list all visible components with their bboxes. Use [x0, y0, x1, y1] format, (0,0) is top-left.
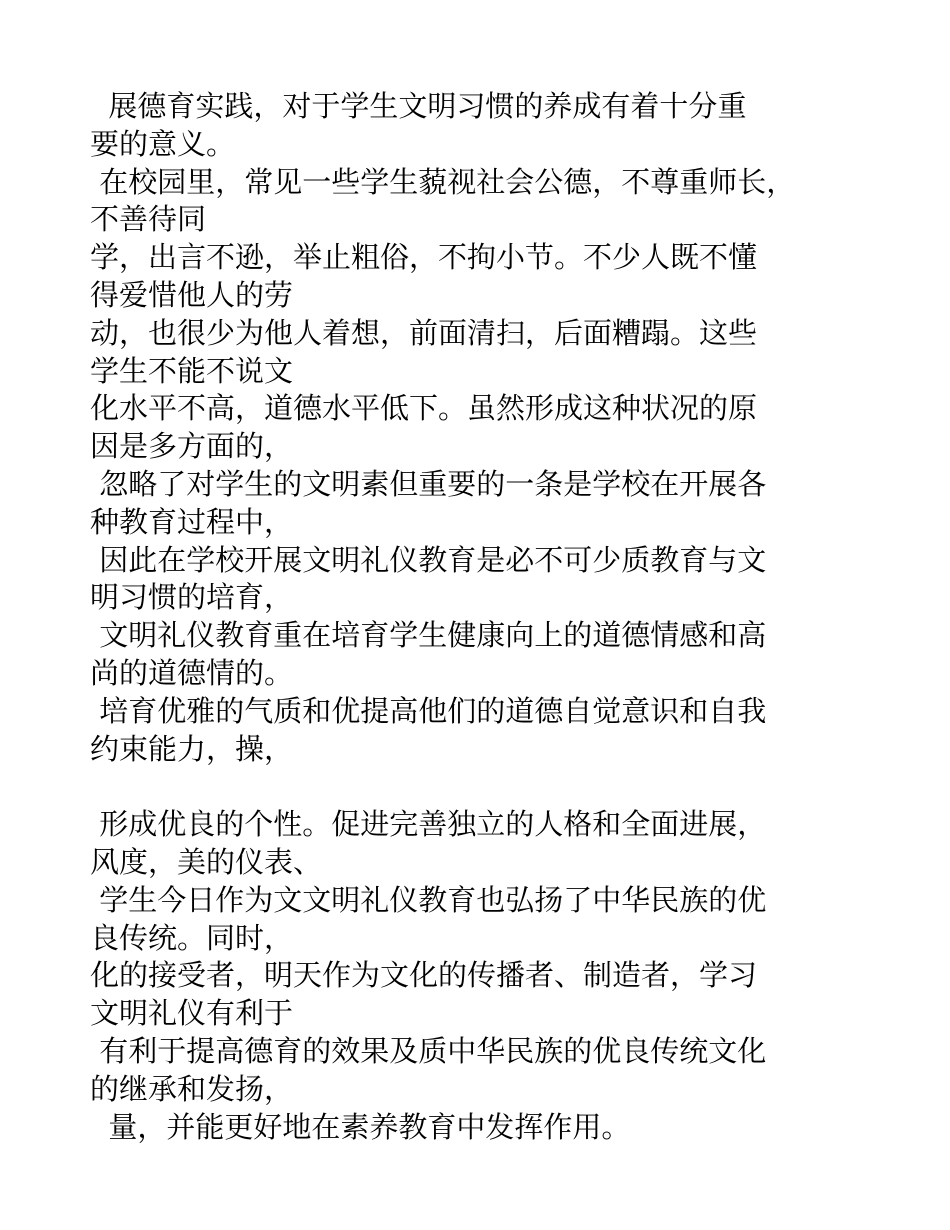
text-line: 展德育实践，对于学生文明习惯的养成有着十分重	[90, 89, 747, 123]
text-line: 得爱惜他人的劳	[90, 277, 294, 312]
text-line: 文明礼仪教育重在培育学生健康向上的道德情感和高	[90, 618, 767, 653]
text-line: 风度，美的仪表、	[90, 844, 323, 879]
text-line: 动，也很少为他人着想，前面清扫，后面糟蹋。这些	[90, 315, 758, 350]
text-line: 学，出言不逊，举止粗俗，不拘小节。不少人既不懂	[90, 240, 758, 275]
text-line: 文明礼仪有利于	[90, 996, 294, 1031]
text-line: 明习惯的培育，	[90, 580, 294, 615]
text-line: 因此在学校开展文明礼仪教育是必不可少质教育与文	[90, 542, 767, 577]
text-line: 在校园里，常见一些学生藐视社会公德，不尊重师长，	[90, 164, 796, 199]
text-line: 尚的道德情的。	[90, 655, 294, 690]
text-line: 忽略了对学生的文明素但重要的一条是学校在开展各	[90, 466, 767, 501]
paragraph-gap	[90, 768, 880, 806]
text-line: 不善待同	[90, 202, 207, 237]
text-line: 要的意义。	[90, 126, 236, 161]
text-line: 约束能力，操，	[90, 731, 294, 766]
text-line: 学生今日作为文文明礼仪教育也弘扬了中华民族的优	[90, 882, 767, 917]
text-line: 学生不能不说文	[90, 353, 294, 388]
text-line: 有利于提高德育的效果及质中华民族的优良传统文化	[90, 1033, 767, 1068]
text-line: 化水平不高，道德水平低下。虽然形成这种状况的原	[90, 391, 758, 426]
document-body	[90, 88, 880, 1146]
text-line: 化的接受者，明天作为文化的传播者、制造者，学习	[90, 958, 758, 993]
text-line: 种教育过程中，	[90, 504, 294, 539]
text-line: 形成优良的个性。促进完善独立的人格和全面进展，	[90, 807, 767, 842]
text-line: 量，并能更好地在素养教育中发挥作用。	[90, 1109, 631, 1144]
text-line: 培育优雅的气质和优提高他们的道德自觉意识和自我	[90, 693, 767, 728]
text-line: 良传统。同时，	[90, 920, 294, 955]
text-line: 因是多方面的，	[90, 429, 294, 464]
text-line: 的继承和发扬，	[90, 1071, 294, 1106]
